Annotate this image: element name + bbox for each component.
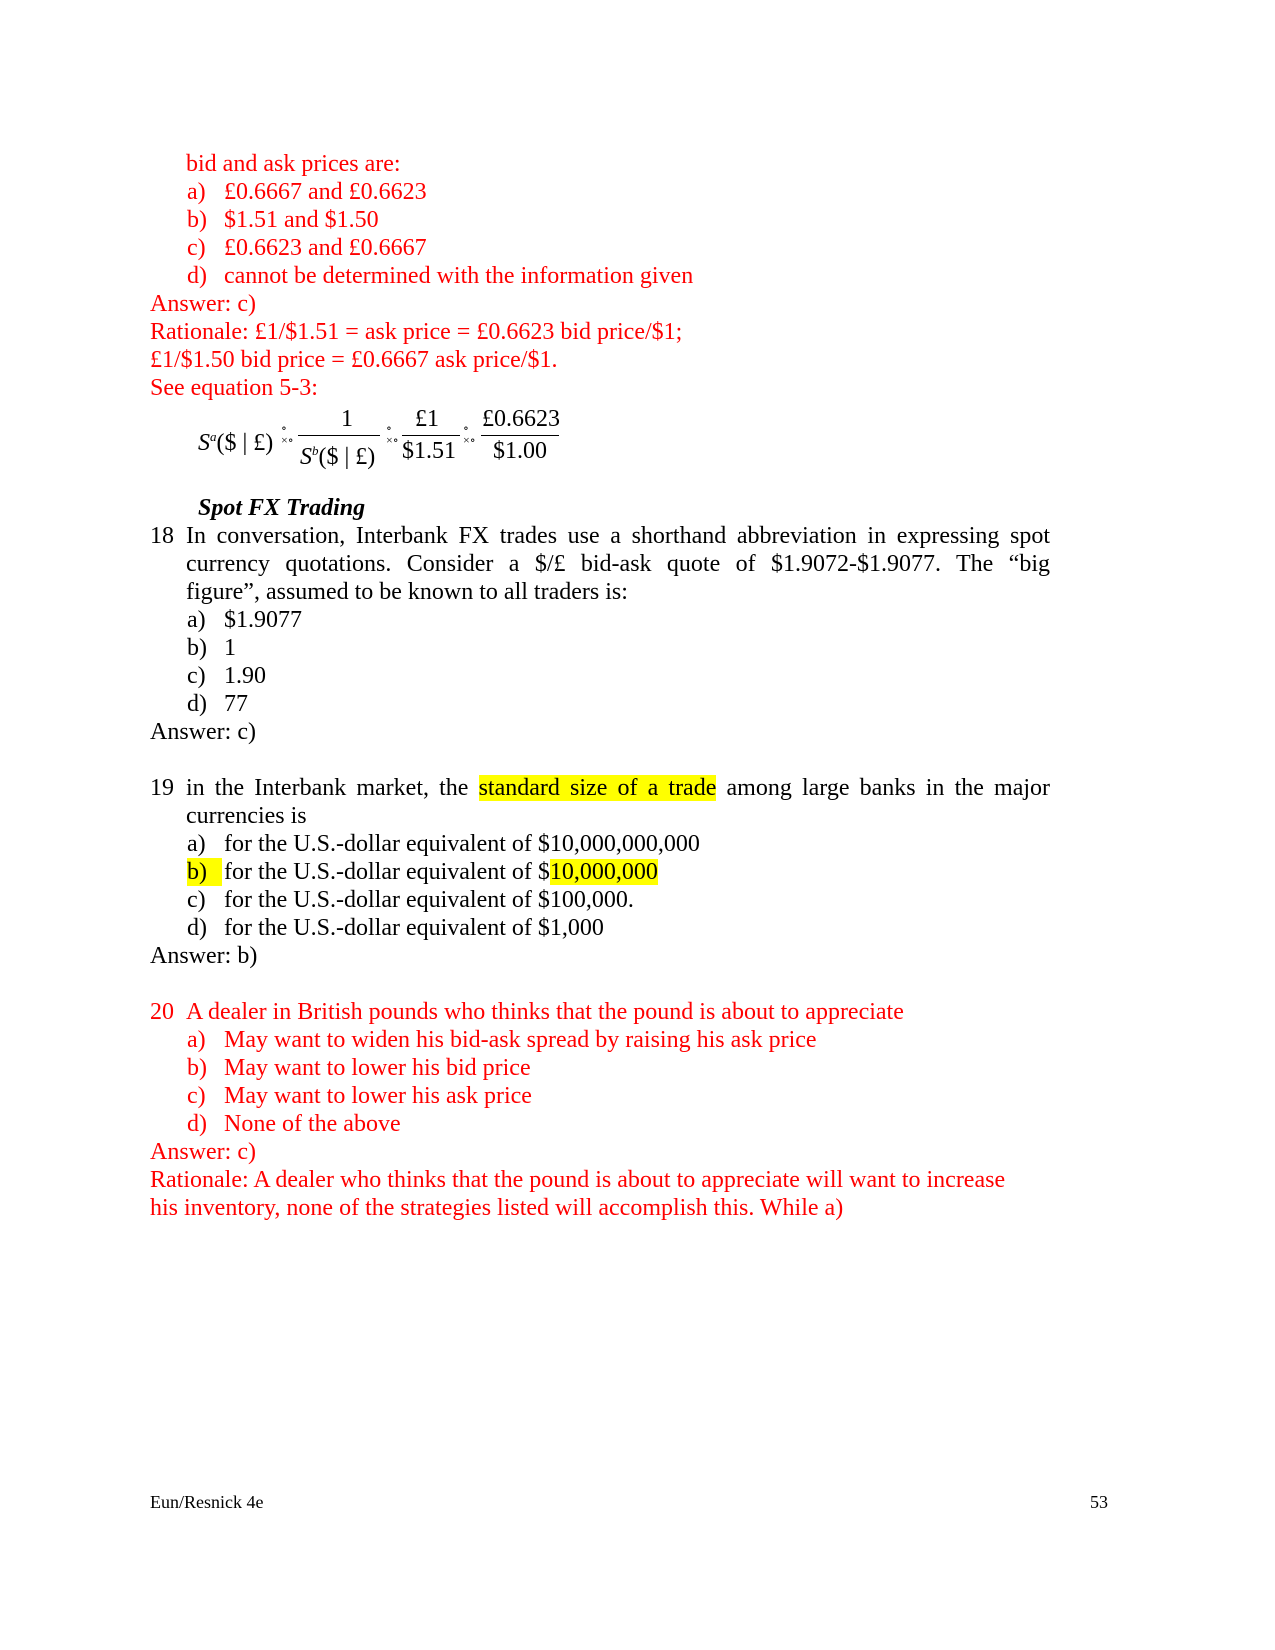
q19-answer: Answer: b) [150, 943, 258, 969]
q17-option-d-text: cannot be determined with the information given [224, 263, 694, 289]
q19-option-a-letter: a) [187, 831, 206, 857]
q18-option-d-text: 77 [224, 691, 248, 717]
q18-option-a-text: $1.9077 [224, 607, 302, 633]
q20-option-c-letter: c) [187, 1083, 206, 1109]
q17-option-d-letter: d) [187, 263, 207, 289]
highlighted-phrase: standard size of a trade [478, 775, 717, 801]
q19-stem-line-2: currencies is [186, 803, 307, 829]
q18-option-b-letter: b) [187, 635, 207, 661]
q18-stem-line-1: In conversation, Interbank FX trades use a shorthand abbreviation in expressing spot [186, 523, 1050, 549]
equation-5-3 [198, 406, 598, 472]
q17-answer: Answer: c) [150, 291, 256, 317]
q18-option-c-letter: c) [187, 663, 206, 689]
q20-answer: Answer: c) [150, 1139, 256, 1165]
q20-option-b-letter: b) [187, 1055, 207, 1081]
q17-stem: bid and ask prices are: [186, 151, 401, 177]
q19-option-b-letter: b) [187, 858, 222, 886]
q17-option-a-text: £0.6667 and £0.6623 [224, 179, 427, 205]
eq-frac3-bar [481, 435, 559, 436]
eq-operator-1: ∘ ×∘ [281, 421, 294, 447]
q19-option-d-text: for the U.S.-dollar equivalent of $1,000 [224, 915, 604, 941]
section-heading: Spot FX Trading [198, 495, 366, 521]
eq-frac1-bar [298, 435, 380, 436]
q17-see-equation: See equation 5-3: [150, 375, 318, 401]
eq-frac3-numerator: £0.6623 [482, 406, 560, 432]
q17-option-c-letter: c) [187, 235, 206, 261]
q20-option-d-text: None of the above [224, 1111, 401, 1137]
eq-frac2-denominator: $1.51 [402, 438, 456, 464]
eq-frac1-numerator: 1 [341, 406, 353, 432]
eq-frac2-numerator: £1 [415, 406, 439, 432]
q18-stem-line-2: currency quotations. Consider a $/£ bid-ask quote of $1.9072-$1.9077. The “big [186, 551, 1050, 577]
q19-option-c-letter: c) [187, 887, 206, 913]
eq-operator-3: ∘ ×∘ [463, 421, 476, 447]
q17-rationale-line-1: Rationale: £1/$1.51 = ask price = £0.6623 bid price/$1; [150, 319, 683, 345]
q19-option-b-text: for the U.S.-dollar equivalent of $10,000,000 [224, 859, 658, 885]
highlighted-amount: 10,000,000 [549, 859, 658, 885]
q17-option-c-text: £0.6623 and £0.6667 [224, 235, 427, 261]
eq-frac2-bar [402, 435, 460, 436]
q20-option-a-letter: a) [187, 1027, 206, 1053]
footer-source: Eun/Resnick 4e [150, 1492, 264, 1512]
q20-rationale-line-2: his inventory, none of the strategies listed will accomplish this. While a) [150, 1195, 844, 1221]
q20-rationale-line-1: Rationale: A dealer who thinks that the pound is about to appreciate will want to increase [150, 1167, 1006, 1193]
q18-stem-line-3: figure”, assumed to be known to all traders is: [186, 579, 628, 605]
q19-option-d-letter: d) [187, 915, 207, 941]
eq-operator-2: ∘ ×∘ [386, 421, 399, 447]
q18-option-c-text: 1.90 [224, 663, 266, 689]
q20-option-c-text: May want to lower his ask price [224, 1083, 532, 1109]
q19-option-c-text: for the U.S.-dollar equivalent of $100,000. [224, 887, 634, 913]
page-number: 53 [1090, 1492, 1108, 1512]
q18-answer: Answer: c) [150, 719, 256, 745]
q20-stem: A dealer in British pounds who thinks that the pound is about to appreciate [186, 999, 904, 1025]
q18-option-b-text: 1 [224, 635, 236, 661]
q19-stem-line-1: in the Interbank market, the standard size of a trade among large banks in the major [186, 775, 1051, 801]
eq-lhs: $S^a(\$$ | £) [198, 429, 274, 456]
q20-option-d-letter: d) [187, 1111, 207, 1137]
q17-option-a-letter: a) [187, 179, 206, 205]
q20-option-a-text: May want to widen his bid-ask spread by raising his ask price [224, 1027, 817, 1053]
q18-option-d-letter: d) [187, 691, 207, 717]
eq-frac1-denominator: $S^b(\$$ | £) [300, 443, 376, 470]
q18-option-a-letter: a) [187, 607, 206, 633]
eq-frac3-denominator: $1.00 [493, 438, 547, 464]
q19-number: 19 [150, 775, 174, 801]
q20-option-b-text: May want to lower his bid price [224, 1055, 531, 1081]
q20-number: 20 [150, 999, 174, 1025]
q18-number: 18 [150, 523, 174, 549]
q17-option-b-text: $1.51 and $1.50 [224, 207, 379, 233]
q19-option-a-text: for the U.S.-dollar equivalent of $10,000,000,000 [224, 831, 700, 857]
q17-option-b-letter: b) [187, 207, 207, 233]
q17-rationale-line-2: £1/$1.50 bid price = £0.6667 ask price/$1. [150, 347, 558, 373]
